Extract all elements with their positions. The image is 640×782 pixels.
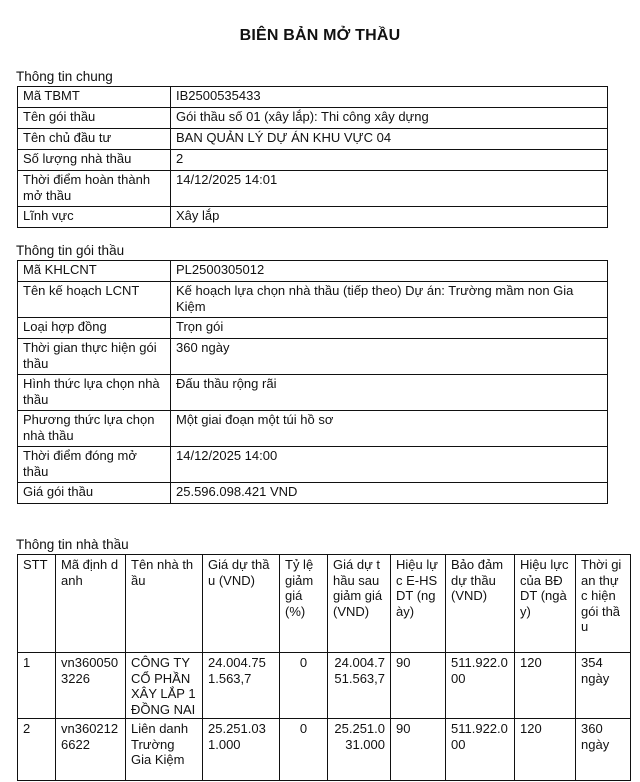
document-title: BIÊN BẢN MỞ THẦU xyxy=(239,27,401,44)
contractor-table xyxy=(17,554,631,781)
column-header: Hiệu lực E-HSDT (ngày) xyxy=(391,555,446,653)
row-label: Số lượng nhà thầu xyxy=(18,150,171,171)
table-row xyxy=(18,150,608,171)
row-value: Đấu thầu rộng rãi xyxy=(171,375,608,411)
table-cell: CÔNG TY CỔ PHẦN XÂY LẮP 1 ĐỒNG NAI xyxy=(126,653,203,719)
row-label: Phương thức lựa chọn nhà thầu xyxy=(18,411,171,447)
row-value: IB2500535433 xyxy=(171,87,608,108)
row-label: Tên chủ đầu tư xyxy=(18,129,171,150)
table-cell: vn3602126622 xyxy=(56,719,126,781)
table-row xyxy=(18,411,608,447)
table-row xyxy=(18,129,608,150)
row-label: Thời điểm đóng mở thầu xyxy=(18,447,171,483)
table-cell: 24.004.751.563,7 xyxy=(328,653,391,719)
table-cell: 0 xyxy=(280,719,328,781)
row-value: 2 xyxy=(171,150,608,171)
row-label: Loại hợp đồng xyxy=(18,318,171,339)
package-info-heading: Thông tin gói thầu xyxy=(16,243,125,258)
row-label: Mã TBMT xyxy=(18,87,171,108)
table-row xyxy=(18,719,631,781)
table-row xyxy=(18,339,608,375)
row-value: Xây lắp xyxy=(171,207,608,228)
table-cell: 2 xyxy=(18,719,56,781)
table-cell: 511.922.000 xyxy=(446,653,515,719)
table-cell: 0 xyxy=(280,653,328,719)
table-row xyxy=(18,171,608,207)
table-cell: 25.251.031.000 xyxy=(328,719,391,781)
table-row xyxy=(18,261,608,282)
table-cell: 1 xyxy=(18,653,56,719)
general-info-heading: Thông tin chung xyxy=(16,69,113,84)
column-header: Tỷ lệ giảm giá (%) xyxy=(280,555,328,653)
table-row xyxy=(18,375,608,411)
row-label: Thời gian thực hiện gói thầu xyxy=(18,339,171,375)
table-header-row xyxy=(18,555,631,653)
table-cell: vn3600503226 xyxy=(56,653,126,719)
row-label: Mã KHLCNT xyxy=(18,261,171,282)
table-row xyxy=(18,318,608,339)
column-header: Thời gian thực hiện gói thầu xyxy=(576,555,631,653)
table-row xyxy=(18,108,608,129)
table-cell: 24.004.751.563,7 xyxy=(203,653,280,719)
column-header: Hiệu lực của BĐ DT (ngày) xyxy=(515,555,576,653)
column-header: Mã định danh xyxy=(56,555,126,653)
column-header: Tên nhà thầu xyxy=(126,555,203,653)
table-row xyxy=(18,653,631,719)
row-label: Giá gói thầu xyxy=(18,483,171,504)
row-value: BAN QUẢN LÝ DỰ ÁN KHU VỰC 04 xyxy=(171,129,608,150)
column-header: Bảo đảm dự thầu (VND) xyxy=(446,555,515,653)
row-value: 14/12/2025 14:00 xyxy=(171,447,608,483)
row-value: PL2500305012 xyxy=(171,261,608,282)
package-info-table xyxy=(17,260,608,504)
table-cell: 120 xyxy=(515,719,576,781)
table-cell: 120 xyxy=(515,653,576,719)
table-cell: Liên danh Trường Gia Kiệm xyxy=(126,719,203,781)
row-label: Thời điểm hoàn thành mở thầu xyxy=(18,171,171,207)
column-header: Giá dự thầu sau giảm giá (VND) xyxy=(328,555,391,653)
row-label: Hình thức lựa chọn nhà thầu xyxy=(18,375,171,411)
row-label: Lĩnh vực xyxy=(18,207,171,228)
row-label: Tên gói thầu xyxy=(18,108,171,129)
table-cell: 25.251.031.000 xyxy=(203,719,280,781)
row-label: Tên kế hoạch LCNT xyxy=(18,282,171,318)
table-cell: 90 xyxy=(391,653,446,719)
row-value: Một giai đoạn một túi hồ sơ xyxy=(171,411,608,447)
row-value: Trọn gói xyxy=(171,318,608,339)
row-value: 25.596.098.421 VND xyxy=(171,483,608,504)
table-cell: 354 ngày xyxy=(576,653,631,719)
table-row xyxy=(18,282,608,318)
table-cell: 90 xyxy=(391,719,446,781)
row-value: Gói thầu số 01 (xây lắp): Thi công xây dựng xyxy=(171,108,608,129)
table-row xyxy=(18,207,608,228)
general-info-table xyxy=(17,86,608,228)
column-header: STT xyxy=(18,555,56,653)
contractor-info-heading: Thông tin nhà thầu xyxy=(16,537,129,552)
column-header: Giá dự thầu (VND) xyxy=(203,555,280,653)
table-row xyxy=(18,87,608,108)
table-cell: 511.922.000 xyxy=(446,719,515,781)
table-row xyxy=(18,483,608,504)
table-cell: 360 ngày xyxy=(576,719,631,781)
row-value: 14/12/2025 14:01 xyxy=(171,171,608,207)
table-row xyxy=(18,447,608,483)
row-value: Kế hoạch lựa chọn nhà thầu (tiếp theo) Dự án: Trường mầm non Gia Kiệm xyxy=(171,282,608,318)
row-value: 360 ngày xyxy=(171,339,608,375)
